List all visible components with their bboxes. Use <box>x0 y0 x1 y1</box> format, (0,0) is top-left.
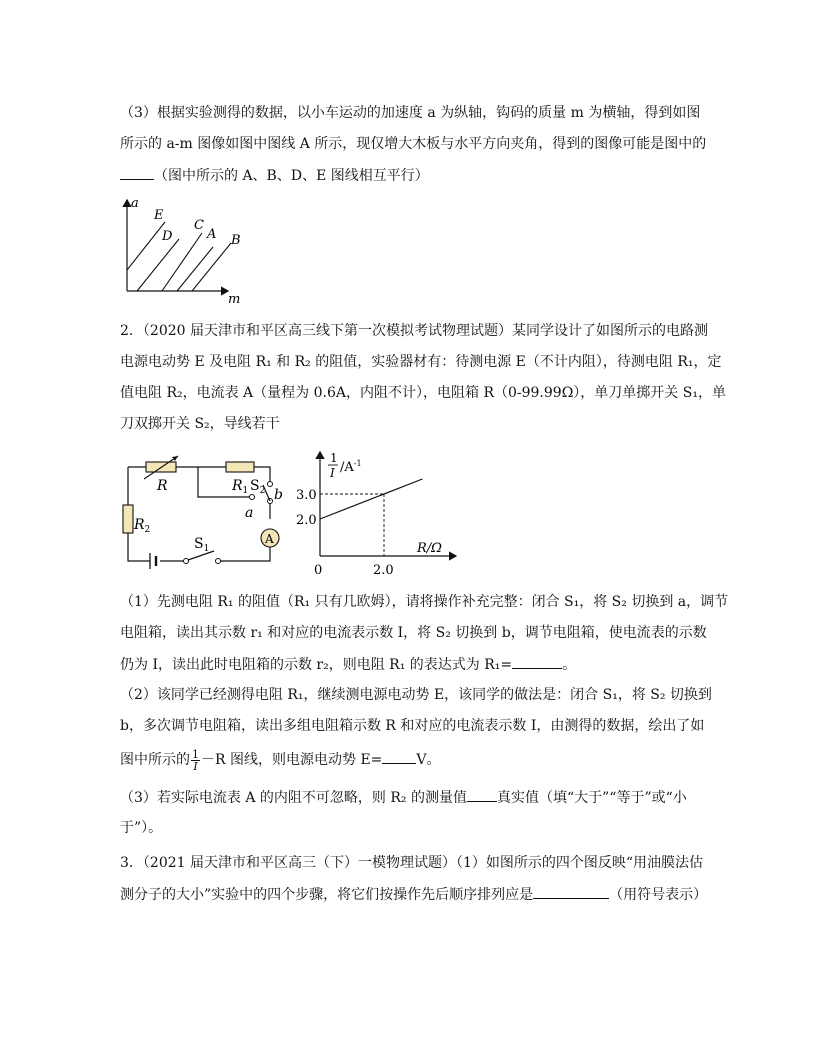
series-line <box>320 479 422 519</box>
answer-blank <box>382 749 416 764</box>
resistor-R2 <box>123 505 133 533</box>
p2-line-3: 值电阻 R₂，电流表 A（量程为 0.6A，内阻不计），电阻箱 R（0-99.99Ω），单刀单掷开关 S₁，单 <box>120 385 726 401</box>
p2-line-4: 刀双掷开关 S₂，导线若干 <box>120 416 280 432</box>
answer-blank <box>533 884 609 899</box>
y-tick-label: 3.0 <box>296 488 317 503</box>
p3-line-1: 3．（2021 届天津市和平区高三（下）一模物理试题）（1）如图所示的四个图反映“用油膜法估 <box>120 855 704 871</box>
label-S1: $S_1$ <box>194 536 210 554</box>
label-A: A <box>207 227 217 242</box>
circuit-diagram <box>120 455 290 580</box>
label-A: A <box>265 532 274 546</box>
label-R2: $R_2$ <box>134 517 151 535</box>
y-tick-label: 2.0 <box>296 513 317 528</box>
x-tick-label: 2.0 <box>373 563 394 578</box>
p2q3-line-1-tail: 真实值（填“大于”“等于”或“小 <box>496 790 687 806</box>
q3-line-3 <box>120 165 429 186</box>
p2q3-line-1 <box>120 787 687 808</box>
p2q1-line-3-head: 仍为 I，读出此时电阻箱的示数 r₂，则电阻 R₁ 的表达式为 R₁= <box>120 657 513 673</box>
am-x-label: m <box>228 292 241 307</box>
p2q1-line-1: （1）先测电阻 R₁ 的阻值（R₁ 只有几欧姆），请将操作补充完整：闭合 S₁，将 S₂ 切换到 a，调节 <box>120 594 729 610</box>
p2q2-line-3-tail: V。 <box>416 752 441 768</box>
line-D <box>137 239 179 291</box>
y-label-num: 1 <box>330 451 338 465</box>
label-B: B <box>231 233 241 248</box>
p2q2-line-3-mid: －R 图线，则电源电动势 E= <box>201 752 383 768</box>
label-b: b <box>274 487 283 503</box>
line-A <box>177 247 213 291</box>
q3-line-2: 所示的 a-m 图像如图中图线 A 所示，现仅增大木板与水平方向夹角，得到的图像可能是图中的 <box>120 136 707 152</box>
inverse-current-vs-resistance-chart <box>292 448 462 578</box>
answer-blank <box>512 654 562 669</box>
label-R1: $R_1$ <box>232 478 249 496</box>
label-R: R <box>157 478 168 494</box>
am-y-label: a <box>131 196 139 211</box>
p2q2-line-3 <box>120 747 441 773</box>
answer-blank <box>467 787 497 802</box>
p3-line-2-head: 测分子的大小”实验中的四个步骤，将它们按操作先后顺序排列应是 <box>120 887 534 903</box>
x-tick-label: 0 <box>314 563 323 578</box>
fraction-denominator: I <box>193 759 198 773</box>
p2q1-line-3-tail: 。 <box>562 657 577 673</box>
p3-line-2 <box>120 884 707 905</box>
p2q2-line-1: （2）该同学已经测得电阻 R₁，继续测电源电动势 E，该同学的做法是：闭合 S₁，将 S₂ 切换到 <box>120 687 712 703</box>
q3-line-3-tail: （图中所示的 A、B、D、E 图线相互平行） <box>154 168 429 184</box>
answer-blank <box>120 165 154 180</box>
label-a: a <box>245 505 254 521</box>
p2-line-1: 2．（2020 届天津市和平区高三线下第一次模拟考试物理试题）某同学设计了如图所示的电路测 <box>120 323 708 339</box>
y-label-unit: $/A^{-1}$ <box>340 459 362 475</box>
label-S2: $S_2$ <box>250 478 266 496</box>
am-graph <box>110 195 250 310</box>
switch-S1 <box>188 551 214 560</box>
label-C: C <box>194 218 204 233</box>
label-E: E <box>154 208 164 223</box>
p2-line-2: 电源电动势 E 及电阻 R₁ 和 R₂ 的阻值，实验器材有：待测电源 E（不计内阻），待测电阻 R₁，定 <box>120 354 722 370</box>
x-label: R/Ω <box>417 541 442 556</box>
y-label-den: I <box>330 466 335 480</box>
p2q1-line-2: 电阻箱，读出其示数 r₁ 和对应的电流表示数 I，将 S₂ 切换到 b，调节电阻箱，使电流表的示数 <box>120 625 707 641</box>
p2q3-line-2: 于”）。 <box>120 820 163 836</box>
label-D: D <box>162 229 173 244</box>
line-B <box>192 243 231 291</box>
p2q3-line-1-head: （3）若实际电流表 A 的内阻不可忽略，则 R₂ 的测量值 <box>120 790 467 806</box>
p2q2-line-3-head: 图中所示的 <box>120 752 190 768</box>
p3-line-2-tail: （用符号表示） <box>609 887 708 903</box>
p2q1-line-3 <box>120 654 576 675</box>
fraction-one-over-I <box>191 749 200 772</box>
p2q2-line-2: b，多次调节电阻箱，读出多组电阻箱示数 R 和对应的电流表示数 I，由测得的数据，绘出了如 <box>120 718 705 734</box>
resistor-R1 <box>226 462 254 472</box>
fraction-numerator: 1 <box>192 747 199 761</box>
q3-line-1: （3）根据实验测得的数据，以小车运动的加速度 a 为纵轴，钩码的质量 m 为横轴，得到如图 <box>120 105 701 121</box>
